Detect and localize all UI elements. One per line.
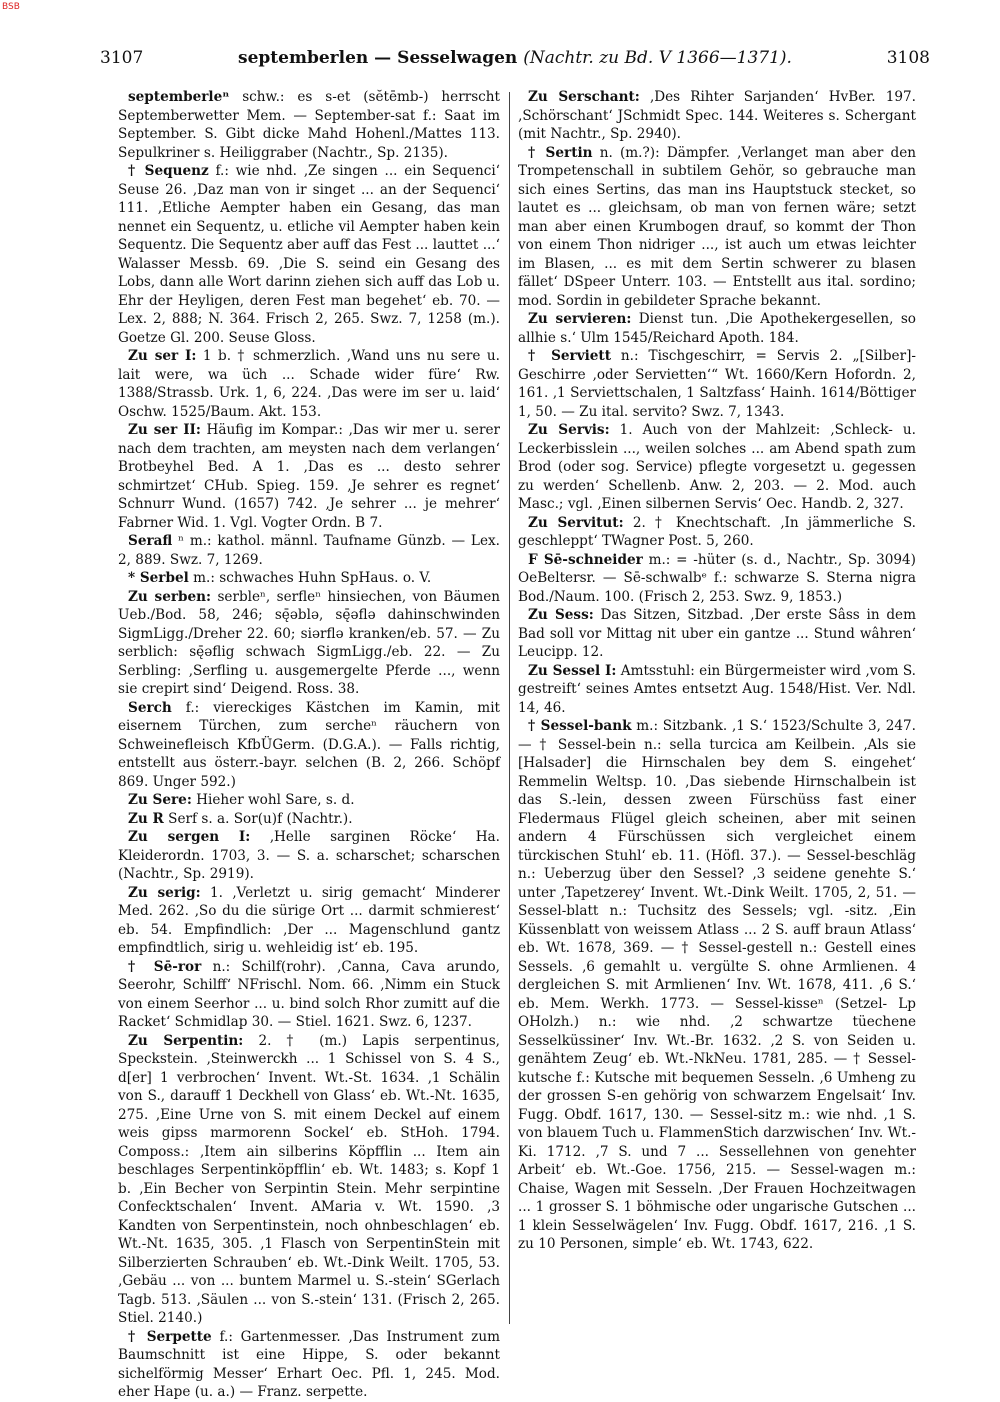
- entry-text: Amtsstuhl: ein Bürgermeister wird ‚vom S. gestreift‘ seines Amtes entsetzt Aug. 1548/Hist. Ver. Ndl. 14, 46.: [518, 662, 916, 716]
- dictionary-entry: [118, 532, 500, 569]
- entry-text: ⁿ m.: kathol. männl. Taufname Günzb. — Lex. 2, 889. Swz. 7, 1269.: [118, 533, 500, 568]
- dictionary-entry: [518, 551, 916, 607]
- column-divider: [509, 92, 510, 1324]
- entry-headword: Zu Sessel I:: [528, 662, 617, 679]
- entry-headword: septemberleⁿ: [128, 89, 230, 105]
- dictionary-entry: [518, 144, 916, 311]
- dictionary-entry: [118, 88, 500, 162]
- dictionary-entry: [118, 569, 500, 588]
- entry-headword: Zu Sess:: [528, 607, 594, 623]
- entry-headword: * Serbel: [128, 570, 189, 586]
- library-stamp: BSB: [2, 2, 20, 12]
- dictionary-entry: [118, 791, 500, 810]
- dictionary-entry: [118, 1328, 500, 1402]
- entry-text: m.: Sitzbank. ‚1 S.‘ 1523/Schulte 3, 247. — † Sessel-bein n.: sella turcica am Keilbein. ‚Als sie [Halsader] die Hirnschalen bey dem S. eingehet‘ Remmelin Weltsp. 10. ‚Das siebende Hirnschalbein ist das S.-lein, dessen zween Fürschüss fast einer Fledermaus Flügel gleich scheinen, aber mit seinen andern 4 Fürschüssen sich vergleichet einem türckischen Stuhl‘ eb. 11. (Höfl. 37.). — Sessel-beschläg n.: Ueberzug über den Sessel? ‚3 seidene genehte S.‘ unter ‚Tapetzerey‘ Invent. Wt.-Dink Weilt. 1705, 2, 51. — Sessel-blatt n.: Tuchsitz des Sessels; vgl. -sitz. ‚Ein Küssenblatt von weissem Atlass ... 2 S. auff braun Atlass‘ eb. Wt. 1678, 369. — † Sessel-gestell n.: Gestell eines Sessels. ‚6 gemahlt u. vergülte S. ohne Armlienen. 4 dergleichen S. mit Armlienen‘ Inv. Wt. 1678, 411. ‚6 S.‘ eb. Mem. Werkh. 1773. — Sessel-kisseⁿ (Setzel- Lp OHolzh.) n.: wie nhd. ‚2 schwartze tüechene Sesselküssiner‘ Inv. Wt.-Br. 1632. ‚2 S. von Seiden u. genähtem Zeug‘ eb. Wt.-NkNeu. 1781, 285. — † Sessel-kutsche f.: Kutsche mit bequemen Sesseln. ‚6 Umheng zu der grossen S-en gehörig von schwarzem Engelsait‘ Inv. Fugg. Obdf. 1617, 130. — Sessel-sitz m.: wie nhd. ‚1 S. von blauem Tuch u. FlammenStich darzwischen‘ Inv. Wt.-Ki. 1712. ‚7 S. und 7 ... Sessellehnen von genehter Arbeit‘ eb. Wt.-Goe. 1756, 215. — Sessel-wagen m.: Chaise, Wagen mit Sesseln. ‚Der Frauen Hochzeitwagen ... 1 grosser S. 1 böhmische oder ungarische Gutschen ... 1 klein Sesselwägelen‘ Inv. Fugg. Obdf. 1617, 216. ‚1 S. zu 10 Personen, simple‘ eb. Wt. 1743, 622.: [518, 718, 916, 1252]
- dictionary-entry: [118, 699, 500, 792]
- entry-headword: Zu servieren:: [528, 311, 632, 327]
- entry-text: f.: Gartenmesser. ‚Das Instrument zum Baumschnitt ist eine Hippe, S. oder bekannt sichelförmig Messer‘ Erhart Oec. Pfl. 1, 245. Mod. eher Hape (u. a.) — Franz. serpette.: [118, 1328, 500, 1400]
- entry-headword: Serafl: [128, 533, 173, 549]
- entry-text: f.: wie nhd. ‚Ze singen ... ein Sequenci‘ Seuse 26. ‚Daz man von ir singet ... an der Sequenci‘ 111. ‚Etliche Aempter haben ein Gesang, das man nennet ein Sequentz, u. etliche vil Aempter haben kein Sequentz. Die Sequentz aber auff das Fest ... lauttet ...‘ Walasser Messb. 69. ‚Die S. seind ein Gesang des Lobs, dann alle Wort darinn ziehen sich auff das Lob u. Ehr der Heyligen, deren Fest man begehet‘ eb. 70. — Lex. 2, 888; N. 364. Frisch 2, 265. Swz. 7, 1258 (m.). Goetze Gl. 200. Seuse Gloss.: [118, 163, 500, 346]
- entry-text: 1 b. † schmerzlich. ‚Wand uns nu sere u. lait were, wa üch ... Schade wider füre‘ Rw. 1388/Strassb. Urk. 1, 6, 224. ‚Das were im ser u. laid‘ Oschw. 1525/Baum. Akt. 153.: [118, 348, 500, 420]
- dictionary-entry: [518, 514, 916, 551]
- entry-text: n.: Schilf(rohr). ‚Canna, Cava arundo, Seerohr, Schilff‘ NFrischl. Nom. 66. ‚Nimm ein Stuck von einem Seerhor ... u. bind solch Rhor zumitt auf die Racket‘ Schmidlap 30. — Stiel. 1621. Swz. 6, 1237.: [118, 958, 500, 1030]
- running-title-text: septemberlen — Sesselwagen: [238, 48, 518, 68]
- entry-headword: Zu ser II:: [128, 422, 201, 438]
- entry-text: Hieher wohl Sare, s. d.: [196, 792, 355, 808]
- entry-headword: † Serpette: [128, 1328, 212, 1345]
- right-page-number: 3108: [886, 48, 930, 68]
- right-column: [518, 88, 916, 1318]
- entry-headword: Zu Servis:: [528, 422, 610, 438]
- entry-headword: Zu Serpentin:: [128, 1032, 244, 1049]
- dictionary-entry: [118, 421, 500, 532]
- entry-headword: Zu Sere:: [128, 792, 192, 808]
- dictionary-entry: [518, 310, 916, 347]
- entry-text: schw.: es s-et (sĕtēmb-) herrscht Septemberwetter Mem. — September-sat f.: Saat im September. S. Gibt dicke Mahd Hohenl./Mattes 113. Sepulkriner s. Heiliggraber (Nachtr., Sp. 2135).: [118, 89, 501, 161]
- entry-headword: Zu sergen I:: [128, 829, 251, 845]
- entry-text: ‚Helle sarginen Röcke‘ Ha. Kleiderordn. 1703, 3. — S. a. scharschet; scharschen (Nachtr., Sp. 2919).: [118, 829, 500, 882]
- page-header: [100, 48, 930, 74]
- left-column: [118, 88, 501, 1400]
- dictionary-entry: [518, 606, 916, 662]
- entry-text: n. (m.?): Dämpfer. ‚Verlanget man aber den Trompetenschall in subtilem Gehör, so gebrauche man sich eines Sertins, das man ins Hauptstuck stecket, so lautet es ... gleichsam, ob man von fernen wäre; setzt man aber einen Krumbogen drauf, so kommt der Thon von einem Thon nidriger ..., ist auch um etwas leichter im Blasen, ... es mit dem Sertin schwerer zu blasen fället‘ DSpeer Unterr. 103. — Entstellt aus ital. sordino; mod. Sordin in gebildeter Sprache bekannt.: [518, 144, 916, 309]
- entry-headword: † Sequenz: [128, 163, 209, 179]
- dictionary-entry: [118, 884, 500, 958]
- entry-headword: Zu serig:: [128, 884, 201, 901]
- entry-headword: Zu R: [128, 810, 164, 827]
- entry-text: f.: viereckiges Kästchen im Kamin, mit eisernem Türchen, zum sercheⁿ räuchern von Schweinefleisch KfbÜGerm. (D.G.A.). — Falls richtig, entstellt aus österr.-bayr. selchen (B. 2, 266. Schöpf 869. Unger 592.): [118, 699, 501, 790]
- entry-headword: † Serviett: [528, 348, 611, 364]
- entry-text: n.: Tischgeschirr, = Servis 2. „[Silber]-Geschirre ‚oder Servietten‘“ Wt. 1660/Kern Hofordn. 2, 161. ‚1 Serviettschalen, 1 Saltzfass‘ Hainh. 1614/Böttiger 1, 50. — Zu ital. servito? Swz. 7, 1343.: [518, 348, 916, 420]
- entry-headword: † Sē-ror: [128, 958, 202, 975]
- entry-headword: Zu Serschant:: [528, 89, 640, 105]
- entry-text: 1. Auch von der Mahlzeit: ‚Schleck- u. Leckerbisslein ..., weilen solches ... am Abend spath zum Brod (oder sog. Service) pflegte vorgesetzt u. gegessen zu werden‘ Schellenb. Anw. 2, 203. — 2. Mod. auch Masc.; vgl. ‚Einen silbernen Servis‘ Oec. Handb. 2, 327.: [518, 422, 916, 512]
- entry-text: m.: schwaches Huhn SpHaus. o. V.: [193, 570, 432, 586]
- entry-headword: † Sertin: [528, 144, 593, 161]
- running-title: [100, 48, 930, 68]
- entry-text: 1. ‚Verletzt u. sirig gemacht‘ Minderer Med. 262. ‚So du die sürige Ort ... darmit schmierest‘ eb. 54. Empfindlich: ‚Der ... Magenschlund gantz empfindtlich, sirig u. wehleidig ist‘ eb. 195.: [118, 884, 500, 956]
- entry-text: Dienst tun. ‚Die Apothekergesellen, so allhie s.‘ Ulm 1545/Reichard Apoth. 184.: [518, 311, 916, 346]
- entry-headword: Zu Servitut:: [528, 514, 624, 531]
- dictionary-entry: [118, 347, 500, 421]
- entry-headword: Serch: [128, 699, 172, 716]
- dictionary-entry: [118, 828, 500, 884]
- entry-text: Serf s. a. Sor(u)f (Nachtr.).: [168, 810, 353, 827]
- dictionary-entry: [118, 162, 500, 347]
- dictionary-entry: [518, 662, 916, 718]
- entry-text: m.: = -hüter (s. d., Nachtr., Sp. 3094) OeBeltersr. — Sē-schwalbᵉ f.: schwarze S. Sterna nigra Bod./Naum. 100. (Frisch 2, 253. Swz. 9, 1853.): [518, 551, 916, 605]
- entry-headword: Zu serben:: [128, 588, 212, 605]
- dictionary-entry: [118, 810, 500, 829]
- dictionary-entry: [518, 421, 916, 514]
- entry-headword: Zu ser I:: [128, 348, 197, 364]
- dictionary-entry: [118, 588, 500, 699]
- dictionary-entry: [518, 347, 916, 421]
- left-page-number: 3107: [100, 48, 144, 68]
- entry-headword: † Sessel-bank: [528, 718, 632, 734]
- dictionary-entry: [518, 88, 916, 144]
- entry-text: 2. † Knechtschaft. ‚In jämmerliche S. geschleppt‘ TWagner Post. 5, 260.: [518, 514, 916, 549]
- entry-text: ‚Des Rihter Sarjanden‘ HvBer. 197. ‚Schörschant‘ JSchmidt Spec. 144. Weiteres s. Schergant (mit Nachtr., Sp. 2940).: [518, 89, 916, 142]
- running-title-note: (Nachtr. zu Bd. V 1366—1371).: [523, 48, 792, 68]
- entry-text: Häufig im Kompar.: ‚Das wir mer u. serer nach dem trachten, am meysten nach dem verlangen‘ Brotbeyhel Bed. A 1. ‚Das es ... desto sehrer schmirtzet‘ CHub. Spieg. 159. ‚Je sehrer es regnet‘ Schnurr Wund. (1657) 742. ‚Je sehrer ... je mehrer‘ Fabrner Wid. 1. Vgl. Vogter Ordn. B 7.: [118, 422, 500, 531]
- entry-headword: F Sē-schneider: [528, 551, 643, 568]
- dictionary-entry: [118, 958, 500, 1032]
- dictionary-entry: [518, 717, 916, 1254]
- entry-text: 2. † (m.) Lapis serpentinus, Speckstein. ‚Steinwerckh ... 1 Schissel von S. 4 S., d[er] 1 verbrochen‘ Invent. Wt.-St. 1634. ‚1 Schälin von S., darauff 1 Deckhell von Glass‘ eb. Wt.-Nt. 1635, 275. ‚Eine Urne von S. mit einem Deckel auf einem weis gipss marmorenn Sockel‘ eb. StHoh. 1794. Composs.: ‚Item ain silberins Köpfflin ... Item ain beschlages Serpentinköpfflin‘ eb. Wt. 1483; s. Kopf 1 b. ‚Ein Becher von Serpintin Stein. Mehr serpintine Confecktschalen‘ Invent. AMaria v. Wt. 1590. ‚3 Kandten von Serpentinstein, noch ohnbeschlagen‘ eb. Wt.-Nt. 1635, 305. ‚1 Flasch von SerpentinStein mit Silberzierten Schrauben‘ eb. Wt.-Dink Weilt. 1705, 53. ‚Gebäu ... von ... buntem Marmel u. S.-stein‘ SGerlach Tagb. 513. ‚Säulen ... von S.-stein‘ 131. (Frisch 2, 265. Stiel. 2140.): [118, 1032, 500, 1326]
- dictionary-entry: [118, 1032, 500, 1328]
- entry-text: Das Sitzen, Sitzbad. ‚Der erste Sâss in dem Bad soll vor Mittag nit uber ein gantze ... Stund wâhren‘ Leucipp. 12.: [518, 607, 916, 660]
- entry-text: serbleⁿ, serfleⁿ hinsiechen, von Bäumen Ueb./Bod. 58, 246; sę̄əblə, sę̄əflə dahinschwinden SigmLigg./Dreher 22. 60; siərflə kranken/eb. 57. — Zu serblich: sę̄əflig schwach SigmLigg./eb. 22. — Zu Serbling: ‚Serfling u. ausgemergelte Pferde ..., wenn sie crepirt sind‘ Deigend. Ross. 38.: [118, 588, 501, 697]
